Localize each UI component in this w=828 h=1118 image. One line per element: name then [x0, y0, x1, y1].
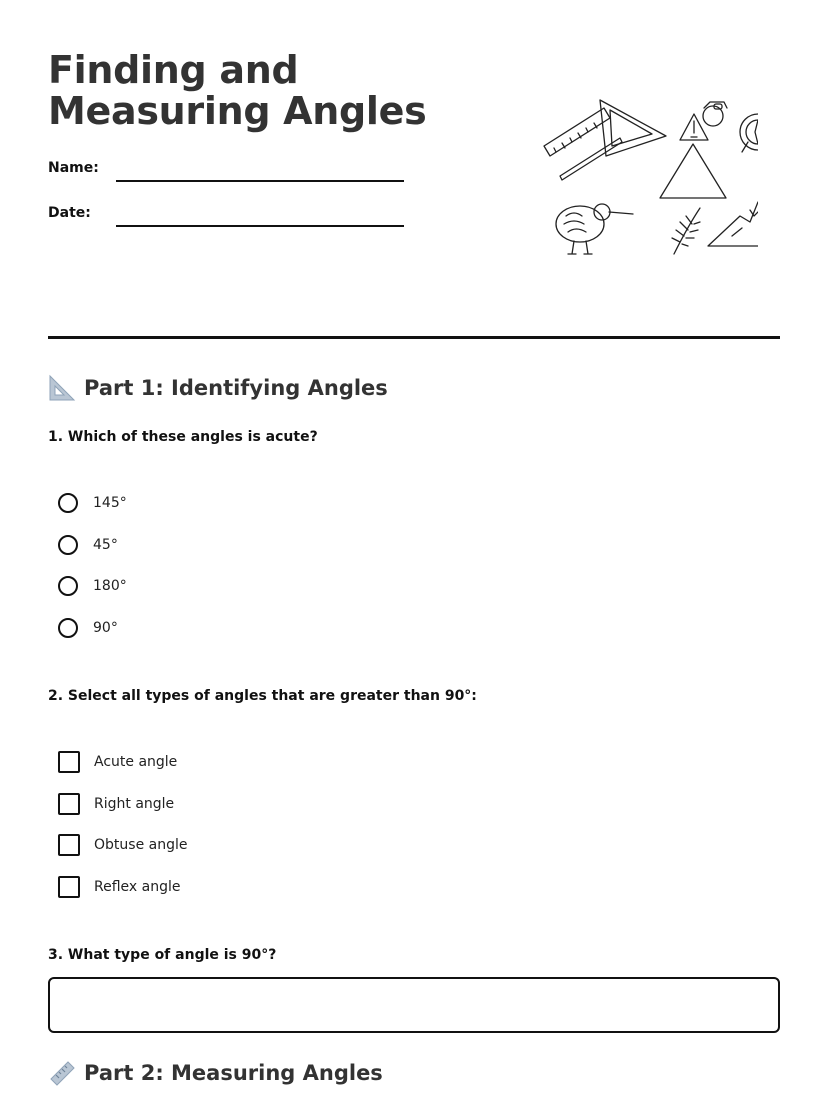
- set-square-ruler-icon: [544, 100, 666, 180]
- name-label: Name:: [48, 160, 99, 176]
- name-field[interactable]: [116, 180, 404, 182]
- part1-title: Part 1: Identifying Angles: [84, 376, 388, 400]
- q2-option-obtuse[interactable]: [58, 833, 358, 857]
- question-1-text: 1. Which of these angles is acute?: [48, 429, 318, 445]
- q2-option-right[interactable]: [58, 792, 358, 816]
- q1-option-90[interactable]: [58, 616, 358, 640]
- checkbox[interactable]: [58, 834, 80, 856]
- section-divider: [48, 336, 780, 339]
- q1-option-45[interactable]: [58, 533, 358, 557]
- date-field-row: [48, 205, 408, 229]
- radio-button[interactable]: [58, 618, 78, 638]
- option-label: Obtuse angle: [94, 837, 188, 853]
- radio-button[interactable]: [58, 576, 78, 596]
- date-label: Date:: [48, 205, 91, 221]
- part2-title: Part 2: Measuring Angles: [84, 1061, 383, 1085]
- date-field[interactable]: [116, 225, 404, 227]
- glasses-icon: [703, 102, 727, 126]
- q1-option-180[interactable]: [58, 574, 358, 598]
- fern-leaf-icon: [672, 208, 700, 254]
- triangle-icon: [660, 144, 726, 198]
- option-label: Right angle: [94, 796, 175, 812]
- checkbox[interactable]: [58, 793, 80, 815]
- set-square-icon: [48, 374, 76, 402]
- checkbox[interactable]: [58, 751, 80, 773]
- option-label: Acute angle: [94, 754, 178, 770]
- header-illustration: [538, 96, 758, 260]
- q2-option-acute[interactable]: [58, 750, 358, 774]
- page-title: Finding and Measuring Angles: [48, 48, 427, 133]
- ruler-icon: [48, 1059, 76, 1087]
- radio-button[interactable]: [58, 535, 78, 555]
- option-label: 45°: [93, 537, 118, 553]
- option-label: 145°: [93, 495, 127, 511]
- option-label: 180°: [93, 578, 127, 594]
- q1-option-145[interactable]: [58, 491, 358, 515]
- q2-option-reflex[interactable]: [58, 875, 358, 899]
- answer-input[interactable]: [48, 977, 780, 1033]
- kiwi-bird-icon: [556, 204, 633, 254]
- question-2-text: 2. Select all types of angles that are greater than 90°:: [48, 688, 477, 704]
- part1-heading: [48, 373, 648, 403]
- compass-icon: [740, 114, 758, 152]
- checkbox[interactable]: [58, 876, 80, 898]
- option-label: 90°: [93, 620, 118, 636]
- worksheet-page: [48, 0, 780, 1118]
- question-3-text: 3. What type of angle is 90°?: [48, 947, 277, 963]
- mountain-icon: [708, 202, 758, 246]
- part2-heading: [48, 1058, 648, 1088]
- radio-button[interactable]: [58, 493, 78, 513]
- option-label: Reflex angle: [94, 879, 181, 895]
- name-field-row: [48, 160, 408, 184]
